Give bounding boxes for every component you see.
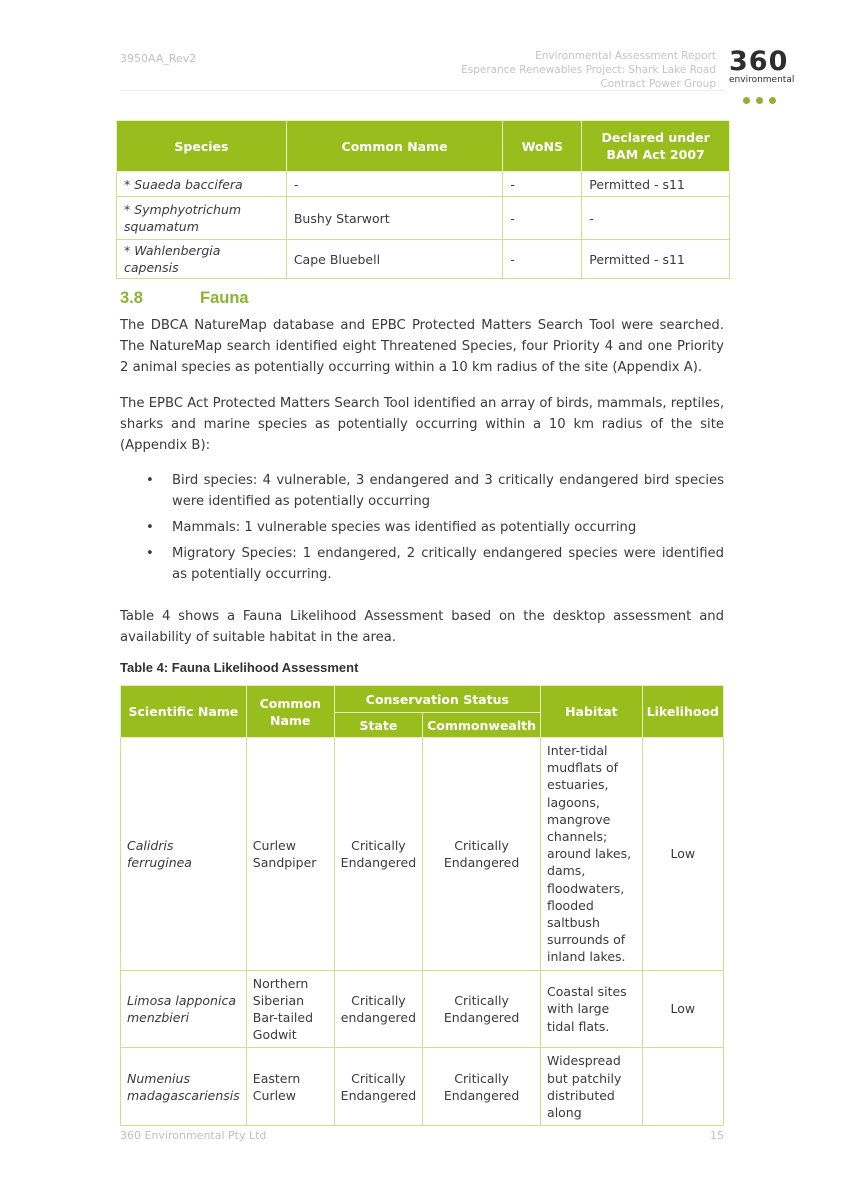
list-item <box>120 470 724 512</box>
table-cell: Coastal sites with large tidal flats. <box>541 970 643 1048</box>
table-cell: Limosa lapponica menzbieri <box>121 970 247 1048</box>
table-cell: Eastern Curlew <box>246 1048 334 1126</box>
table-header: Conservation Status <box>334 686 540 713</box>
table-cell: Critically Endangered <box>423 1048 541 1126</box>
table-cell: Cape Bluebell <box>286 240 503 279</box>
table-cell: Widespread but patchily distributed along <box>541 1048 643 1126</box>
table-cell: - <box>582 197 730 240</box>
table-cell: Inter-tidal mudflats of estuaries, lagoons, mangrove channels; around lakes, dams, floodwaters, flooded saltbush surrounds of inland lakes. <box>541 738 643 971</box>
table-row <box>121 738 724 971</box>
header-line-project: Esperance Renewables Project: Shark Lake Road <box>461 64 716 76</box>
footer-company: 360 Environmental Pty Ltd <box>120 1129 267 1142</box>
table-header-row <box>117 121 730 172</box>
paragraph-naturemap: The DBCA NatureMap database and EPBC Protected Matters Search Tool were searched. The NatureMap search identified eight Threatened Species, four Priority 4 and one Priority 2 animal species as potentially occurring within a 10 km radius of the site (Appendix A). <box>120 318 724 375</box>
header-titles <box>461 49 716 91</box>
document-code: 3950AA_Rev2 <box>120 52 197 65</box>
header-line-client: Contract Power Group <box>600 78 716 90</box>
list-item-text: Migratory Species: 1 endangered, 2 critically endangered species were identified as potentially occurring. <box>172 546 724 582</box>
table-cell: Critically Endangered <box>334 1048 422 1126</box>
table-cell: * Wahlenbergia capensis <box>117 240 287 279</box>
list-item <box>120 517 724 538</box>
logo-word: environmental <box>729 75 795 85</box>
table-header: Declared under BAM Act 2007 <box>582 121 730 172</box>
table-row <box>121 1048 724 1126</box>
section-number: 3.8 <box>120 289 143 307</box>
page-number: 15 <box>710 1129 724 1142</box>
company-logo <box>729 46 809 98</box>
table-header-row <box>121 686 724 713</box>
bullet-icon: • <box>146 473 154 488</box>
table-cell: - <box>503 240 582 279</box>
table-row <box>117 197 730 240</box>
weed-species-table <box>116 120 730 279</box>
table-cell: Critically endangered <box>334 970 422 1048</box>
species-bullet-list <box>120 470 724 590</box>
list-item-text: Bird species: 4 vulnerable, 3 endangered and 3 critically endangered bird species were identified as potentially occurring <box>172 473 724 509</box>
table-header: Species <box>117 121 287 172</box>
table-cell: Northern Siberian Bar-tailed Godwit <box>246 970 334 1048</box>
table-header: Likelihood <box>642 686 723 738</box>
table-header: Commonwealth <box>423 713 541 738</box>
bullet-icon: • <box>146 546 154 561</box>
table-header: Scientific Name <box>121 686 247 738</box>
paragraph-table-intro: Table 4 shows a Fauna Likelihood Assessment based on the desktop assessment and availability of suitable habitat in the area. <box>120 609 724 645</box>
table-cell: * Symphyotrichum squamatum <box>117 197 287 240</box>
table-cell: Permitted - s11 <box>582 240 730 279</box>
table-cell: - <box>286 172 503 197</box>
table-cell: Permitted - s11 <box>582 172 730 197</box>
table-cell: - <box>503 172 582 197</box>
logo-number: 360 <box>729 46 789 77</box>
table-cell: Bushy Starwort <box>286 197 503 240</box>
paragraph-epbc: The EPBC Act Protected Matters Search Tool identified an array of birds, mammals, reptiles, sharks and marine species as potentially occurring within a 10 km radius of the site (Appendix B): <box>120 396 725 453</box>
table-cell: Critically Endangered <box>423 738 541 971</box>
list-item-text: Mammals: 1 vulnerable species was identified as potentially occurring <box>172 520 637 535</box>
table-header: Habitat <box>541 686 643 738</box>
fauna-likelihood-table <box>120 685 724 1126</box>
header-line-report: Environmental Assessment Report <box>535 50 716 62</box>
table-header: Common Name <box>286 121 503 172</box>
header-divider <box>120 90 724 91</box>
section-heading <box>120 289 249 308</box>
table-row <box>117 172 730 197</box>
table-cell: Low <box>642 738 723 971</box>
section-title: Fauna <box>200 289 249 307</box>
table-cell <box>642 1048 723 1126</box>
table-cell: Curlew Sandpiper <box>246 738 334 971</box>
list-item <box>120 543 724 585</box>
logo-dots-icon <box>729 89 809 108</box>
table-header: Common Name <box>246 686 334 738</box>
bullet-icon: • <box>146 520 154 535</box>
table-cell: - <box>503 197 582 240</box>
table-cell: * Suaeda baccifera <box>117 172 287 197</box>
table-row <box>117 240 730 279</box>
table-caption: Table 4: Fauna Likelihood Assessment <box>120 660 359 675</box>
table-header: WoNS <box>503 121 582 172</box>
table-cell: Numenius madagascariensis <box>121 1048 247 1126</box>
table-header: State <box>334 713 422 738</box>
table-cell: Critically Endangered <box>423 970 541 1048</box>
table-cell: Low <box>642 970 723 1048</box>
table-row <box>121 970 724 1048</box>
table-cell: Calidris ferruginea <box>121 738 247 971</box>
table-cell: Critically Endangered <box>334 738 422 971</box>
